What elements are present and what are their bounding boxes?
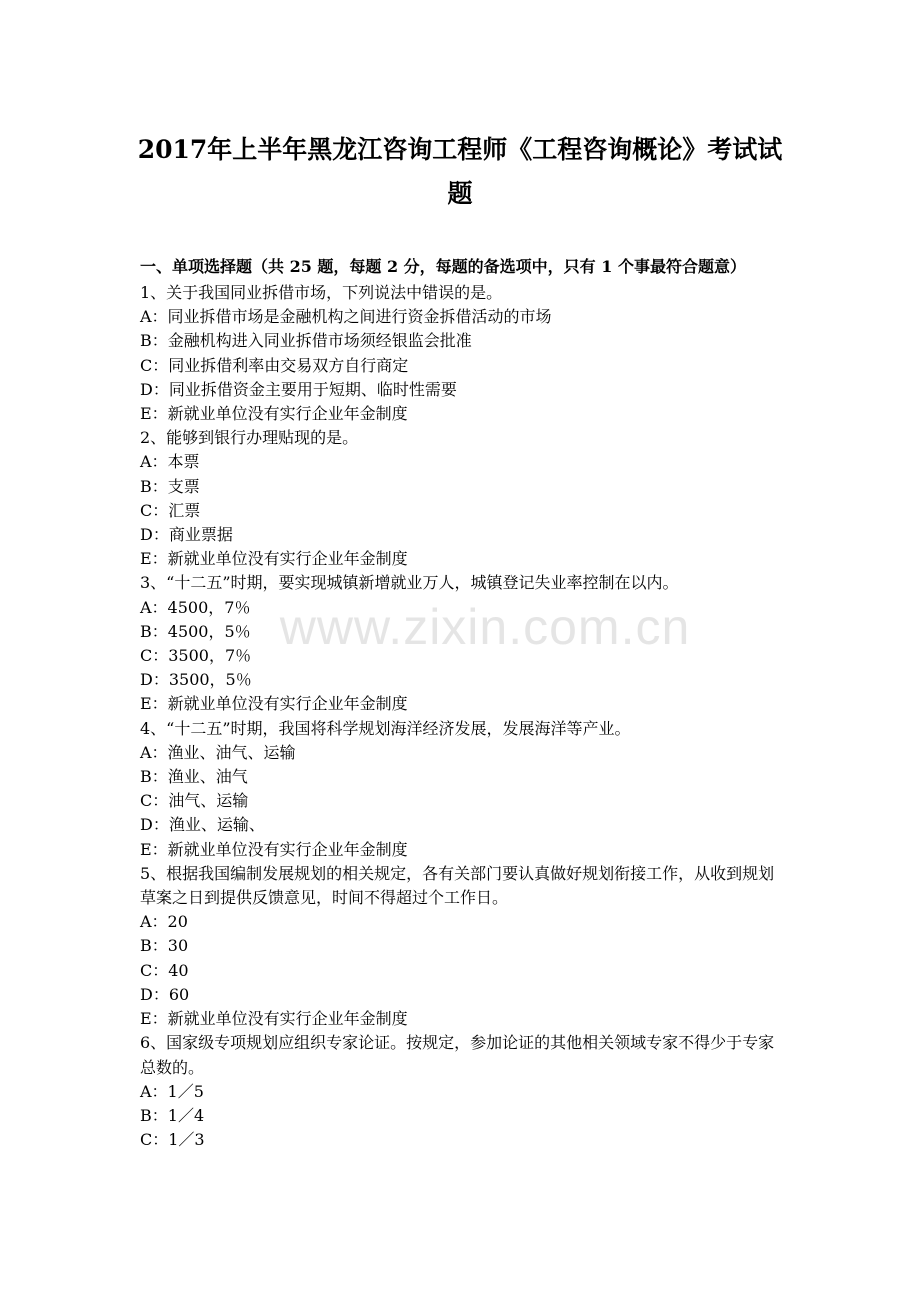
document-title: [130, 128, 790, 216]
option-d: D：3500，5％: [140, 670, 252, 690]
question-4: [140, 717, 785, 862]
question-stem: 3、“十二五”时期，要实现城镇新增就业万人，城镇登记失业率控制在以内。: [140, 573, 679, 593]
option-b: B：1／4: [140, 1105, 205, 1125]
title-line-2: 题: [447, 179, 473, 208]
option-a: A：1／5: [140, 1081, 204, 1101]
question-stem: 6、国家级专项规划应组织专家论证。按规定，参加论证的其他相关领域专家不得少于专家总数的。: [140, 1033, 775, 1077]
option-e: E：新就业单位没有实行企业年金制度: [140, 404, 408, 424]
title-line-1: 2017年上半年黑龙江咨询工程师《工程咨询概论》考试试: [137, 135, 783, 164]
option-c: C：同业拆借利率由交易双方自行商定: [140, 355, 409, 375]
option-b: B：渔业、油气: [140, 767, 248, 787]
option-d: D：同业拆借资金主要用于短期、临时性需要: [140, 379, 457, 399]
option-a: A：本票: [140, 452, 200, 472]
option-b: B：支票: [140, 476, 200, 496]
question-stem: 2、能够到银行办理贴现的是。: [140, 428, 359, 448]
option-e: E：新就业单位没有实行企业年金制度: [140, 694, 408, 714]
option-e: E：新就业单位没有实行企业年金制度: [140, 549, 408, 569]
question-stem: 5、根据我国编制发展规划的相关规定，各有关部门要认真做好规划衔接工作，从收到规划草案之日到提供反馈意见，时间不得超过个工作日。: [140, 863, 775, 908]
section-heading: 一、单项选择题（共 25 题，每题 2 分，每题的备选项中，只有 1 个事最符合题意）: [140, 257, 746, 276]
question-stem: 4、“十二五”时期，我国将科学规划海洋经济发展，发展海洋等产业。: [140, 718, 631, 738]
option-a: A：20: [140, 912, 188, 932]
option-c: C：40: [140, 960, 189, 980]
option-b: B：金融机构进入同业拆借市场须经银监会批准: [140, 331, 472, 351]
question-1: [140, 281, 785, 426]
document-body: [140, 256, 785, 1152]
question-stem: 1、关于我国同业拆借市场，下列说法中错误的是。: [140, 283, 503, 302]
option-a: A：渔业、油气、运输: [140, 742, 296, 762]
question-5: [140, 862, 785, 1031]
option-b: B：30: [140, 936, 189, 956]
option-d: D：商业票据: [140, 525, 233, 545]
option-d: D：60: [140, 984, 190, 1004]
option-a: A：4500，7％: [140, 597, 251, 617]
option-c: C：3500，7％: [140, 646, 252, 666]
option-e: E：新就业单位没有实行企业年金制度: [140, 839, 408, 859]
option-a: A：同业拆借市场是金融机构之间进行资金拆借活动的市场: [140, 307, 552, 327]
watermark: www.zixin.com.cn: [279, 599, 691, 655]
question-3: [140, 571, 785, 716]
option-c: C：油气、运输: [140, 791, 249, 811]
option-e: E：新就业单位没有实行企业年金制度: [140, 1009, 408, 1029]
question-6: [140, 1031, 785, 1152]
option-c: C：1／3: [140, 1130, 205, 1150]
option-c: C：汇票: [140, 500, 201, 520]
option-b: B：4500，5％: [140, 621, 251, 641]
option-d: D：渔业、运输、: [140, 815, 265, 835]
question-2: [140, 426, 785, 571]
